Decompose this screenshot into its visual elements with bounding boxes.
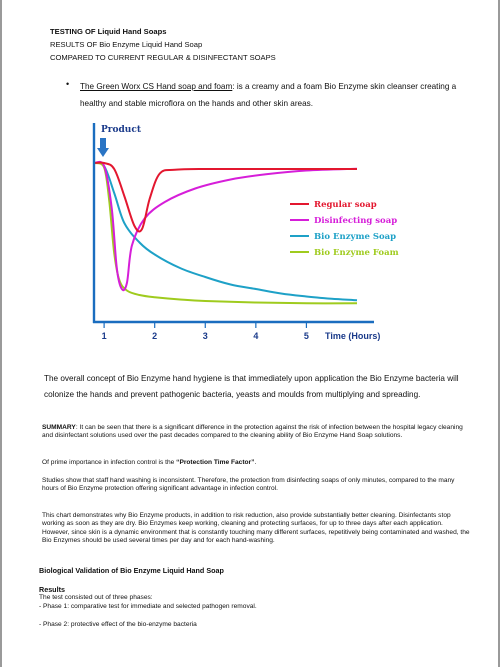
summary-paragraph: [42, 424, 472, 441]
x-tick-labels: [102, 323, 309, 341]
bullet-dot: •: [66, 79, 70, 89]
x-tick-label: 3: [202, 331, 208, 341]
bullet-paragraph: [80, 78, 470, 112]
prime-text: Of prime importance in infection control is the: [42, 459, 177, 466]
bullet-title: The Green Worx CS Hand soap and foam: [80, 82, 233, 91]
phase-1-line: - Phase 1: comparative test for immediate and selected pathogen removal.: [39, 603, 257, 610]
x-axis-title: Time (Hours): [325, 331, 381, 341]
x-tick-label: 1: [101, 331, 107, 341]
document-page: [2, 0, 498, 667]
legend-label: Regular soap: [314, 200, 377, 210]
legend-label: Bio Enzyme Foam: [314, 248, 399, 258]
doc-title: TESTING OF Liquid Hand Soaps: [50, 27, 167, 36]
bullet-body: : is a creamy and a foam Bio Enzyme skin cleanser creating a healthy and stable microflora on the hands and other skin areas.: [80, 82, 457, 108]
biological-validation-heading: Biological Validation of Bio Enzyme Liquid Hand Soap: [39, 566, 224, 575]
x-tick-label: 4: [253, 331, 259, 341]
phase-2-line: - Phase 2: protective effect of the bio-enzyme bacteria: [39, 621, 197, 628]
legend-label: Bio Enzyme Soap: [314, 232, 397, 242]
prime-end: .: [254, 459, 257, 466]
protection-time-factor: “Protection Time Factor”: [176, 459, 255, 466]
summary-text: : It can be seen that there is a significant difference in the protection against the risk of infection between the hospital legacy cleaning and disinfectant solutions used over the past decades compared to the cleaning ability of Bio Enzyme Hand Soap solutions.: [42, 424, 463, 440]
product-label: Product: [101, 125, 141, 135]
x-tick-label: 2: [152, 331, 158, 341]
chart-legend: [290, 200, 399, 258]
studies-paragraph: Studies show that staff hand washing is inconsistent. Therefore, the protection from disinfecting soaps of only minutes, compared to the many hours of Bio Enzyme protection offering significant advantage in infection control.: [42, 477, 455, 493]
product-arrow-icon: [97, 138, 109, 157]
results-heading: Results: [39, 585, 65, 594]
prime-importance-paragraph: [42, 459, 472, 467]
legend-label: Disinfecting soap: [314, 216, 398, 226]
results-intro: The test consisted out of three phases:: [39, 594, 153, 601]
x-tick-label: 5: [303, 331, 309, 341]
doc-subtitle-compared: COMPARED TO CURRENT REGULAR & DISINFECTANT SOAPS: [50, 53, 276, 62]
chart-explanation-paragraph: This chart demonstrates why Bio Enzyme products, in addition to risk reduction, also provide substantially better cleaning. Disinfectants stop working as soon as they are dry. Bio Enzymes keep working, cleaning and protecting surfaces, for up to three days after each application. However, since skin is a dynamic environment that is constantly touching many different surfaces, repetitively being contaminated and washed, the Bio Enzymes should be used several times per day and for each hand-washing.: [42, 512, 470, 545]
protection-chart: [2, 115, 498, 355]
overall-concept-paragraph: The overall concept of Bio Enzyme hand hygiene is that immediately upon application the Bio Enzyme bacteria will colonize the hands and prevent pathogenic bacteria, yeasts and moulds from multiplying and spreading.: [44, 374, 459, 399]
doc-subtitle-results: RESULTS OF Bio Enzyme Liquid Hand Soap: [50, 40, 203, 49]
summary-label: SUMMARY: [42, 424, 76, 431]
